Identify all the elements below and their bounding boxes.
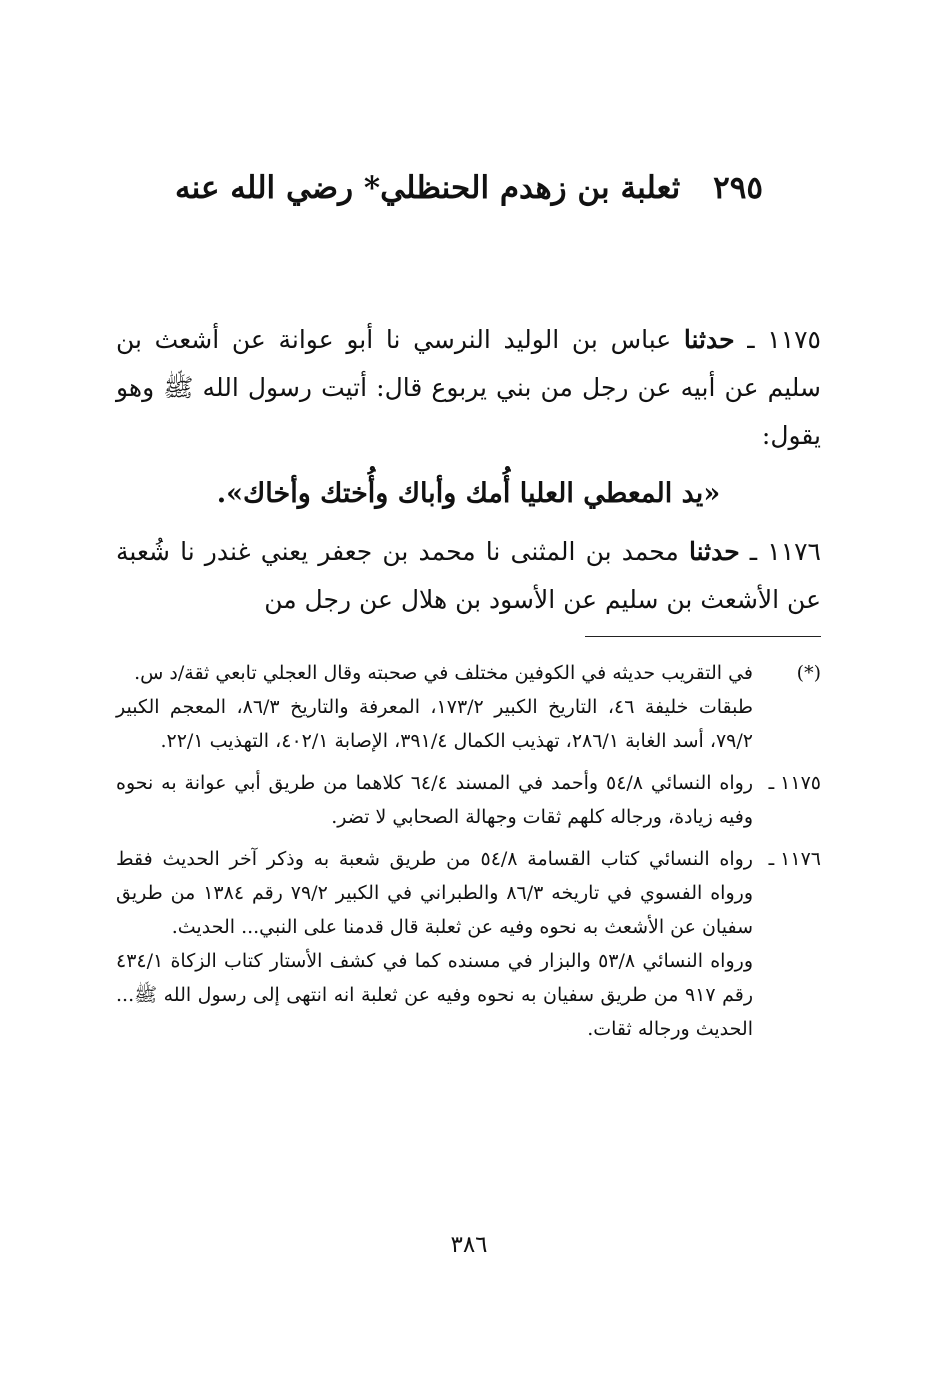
footnotes [116,656,821,1054]
footnote-separator [585,636,821,637]
footnote [116,656,821,758]
footnote [116,842,821,1046]
hadith-paragraph: ١١٧٥ ـ حدثنا عباس بن الوليد النرسي نا أبو عوانة عن أشعث بن سليم عن أبيه عن رجل من بني يربوع قال: أتيت رسول الله ﷺ وهو يقول: [116,325,821,450]
chapter-heading [150,166,788,210]
main-text [116,316,821,624]
footnote-mark: ١١٧٥ ـ [768,772,821,794]
footnote-paragraph: في التقريب حديثه في الكوفين مختلف في صحبته وقال العجلي تابعي ثقة/د س. [134,662,753,684]
page-number: ٣٨٦ [450,1232,488,1258]
hadith-lead: حدثنا [683,325,735,354]
hadith-text: محمد بن المثنى نا محمد بن جعفر يعني غندر نا شُعبة عن الأشعث بن سليم عن الأسود بن هلال عن رجل من [116,537,821,614]
hadith-text: عباس بن الوليد النرسي نا أبو عوانة عن أشعث بن سليم عن أبيه عن رجل من بني يربوع قال: أتيت رسول الله ﷺ وهو يقول: [116,325,821,450]
footnote-paragraph: ورواه النسائي ٥٣/٨ والبزار في مسنده كما في كشف الأستار كتاب الزكاة ٤٣٤/١ رقم ٩١٧ من طريق سفيان به نحوه وفيه عن ثعلبة انه انتهى إلى رسول الله ﷺ... الحديث ورجاله ثقات. [116,950,753,1040]
footnote-mark: (*) [796,662,821,684]
hadith-number: ١١٧٥ [767,325,821,354]
footnote-paragraph: رواه النسائي ٥٤/٨ وأحمد في المسند ٦٤/٤ كلاهما من طريق أبي عوانة به نحوه وفيه زيادة، ورجاله كلهم ثقات وجهالة الصحابي لا تضر. [116,772,753,828]
hadith-lead: حدثنا [688,537,740,566]
hadith-quote: «يد المعطي العليا أُمك وأباك وأُختك وأخاك». [216,478,721,509]
footnote-paragraph: رواه النسائي كتاب القسامة ٥٤/٨ من طريق شعبة به وذكر آخر الحديث فقط ورواه الفسوي في تاريخه ٨٦/٣ والطبراني في الكبير ٧٩/٢ رقم ١٣٨٤ من طريق سفيان عن الأشعث به نحوه وفيه عن ثعلبة قال قدمنا على النبي... الحديث. [116,848,753,938]
footnote [116,766,821,834]
hadith-number: ١١٧٦ [767,537,821,566]
chapter-title: ثعلبة بن زهدم الحنظلي* رضي الله عنه [174,170,681,206]
hadith-paragraph: ١١٧٦ ـ حدثنا محمد بن المثنى نا محمد بن جعفر يعني غندر نا شُعبة عن الأشعث بن سليم عن الأسود بن هلال عن رجل من [116,537,821,614]
footnote-paragraph: طبقات خليفة ٤٦، التاريخ الكبير ١٧٣/٢، المعرفة والتاريخ ٨٦/٣، المعجم الكبير ٧٩/٢، أسد الغابة ٢٨٦/١، تهذيب الكمال ٣٩١/٤، الإصابة ٤٠٢/١، التهذيب ٢٢/١. [116,696,753,752]
chapter-number: ٢٩٥ [713,170,764,206]
footnote-mark: ١١٧٦ ـ [768,848,821,870]
